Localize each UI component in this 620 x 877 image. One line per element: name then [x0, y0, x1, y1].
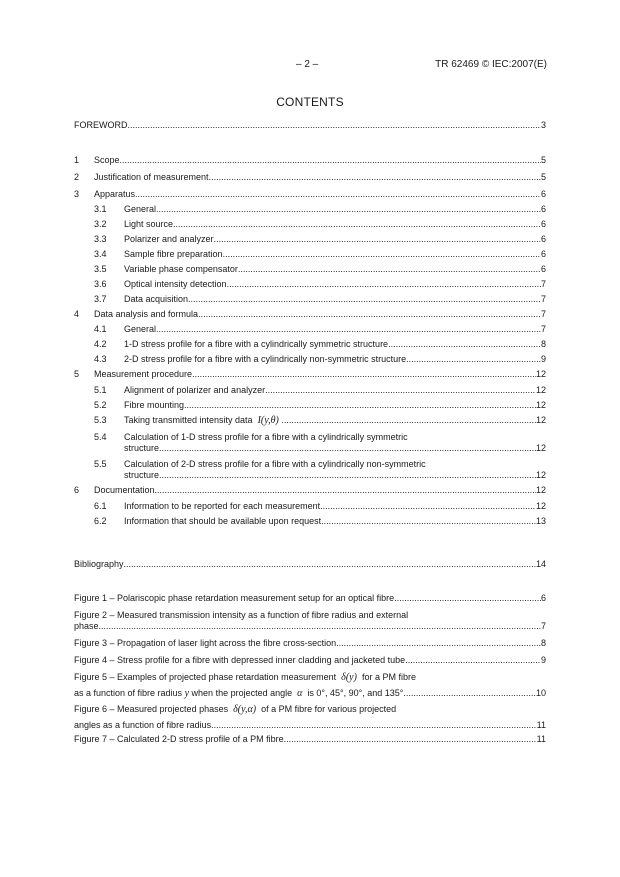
toc-num: 6.2 — [94, 516, 107, 526]
math-expression: α — [297, 688, 303, 699]
toc-entry[interactable] — [74, 339, 546, 354]
toc-entry[interactable] — [74, 415, 546, 432]
toc-entry[interactable] — [74, 155, 546, 172]
figure-page: 7 — [540, 621, 546, 631]
figure-page: 11 — [536, 720, 546, 730]
toc-page: 13 — [535, 516, 546, 526]
toc-label: Light source — [124, 219, 174, 229]
toc-figures — [74, 593, 546, 751]
toc-page: 12 — [535, 501, 546, 511]
toc-entry[interactable] — [74, 369, 546, 385]
toc-entry[interactable] — [74, 459, 546, 485]
toc-page: 6 — [540, 249, 546, 259]
math-expression: I(y,θ) — [257, 415, 279, 426]
toc-page: 5 — [540, 155, 546, 165]
toc-entry[interactable] — [74, 400, 546, 415]
toc-entry[interactable] — [74, 279, 546, 294]
toc-page: 12 — [535, 415, 546, 425]
toc-num: 3.7 — [94, 294, 107, 304]
toc-page: 7 — [540, 294, 546, 304]
toc-num: 3.4 — [94, 249, 107, 259]
toc-label: General — [124, 324, 157, 334]
toc-label: General — [124, 204, 157, 214]
toc-num: 6 — [74, 485, 80, 495]
toc-page: 6 — [540, 264, 546, 274]
toc-num: 3.3 — [94, 234, 107, 244]
toc-num: 3 — [74, 189, 80, 199]
figure-page: 10 — [535, 688, 546, 698]
figure-label-continued: angles as a function of fibre radius — [74, 720, 212, 730]
toc-num: 2 — [74, 172, 80, 182]
toc-num: 4.3 — [94, 354, 107, 364]
toc-label-continued: structure — [124, 443, 160, 453]
figure-label: Figure 4 – Stress profile for a fibre with depressed inner cladding and jacketed tube — [74, 655, 406, 665]
math-expression: y — [184, 688, 190, 699]
figure-entry[interactable] — [74, 734, 546, 751]
toc-entry[interactable] — [74, 516, 546, 531]
toc-entry[interactable] — [74, 432, 546, 459]
figure-label-continued: as a function of fibre radius y when the projected angle α is 0°, 45°, 90°, and 135° — [74, 688, 404, 699]
toc-label: FOREWORD — [74, 120, 128, 130]
toc-label: Alignment of polarizer and analyzer — [124, 385, 266, 395]
toc-num: 1 — [74, 155, 80, 165]
toc-page: 12 — [535, 443, 546, 453]
toc-label: Information to be reported for each measurement — [124, 501, 321, 511]
toc-page: 6 — [540, 189, 546, 199]
toc-label: Data acquisition — [124, 294, 189, 304]
figure-entry[interactable] — [74, 672, 546, 704]
page-title: CONTENTS — [276, 95, 344, 109]
math-expression: δ(y) — [341, 672, 357, 683]
figure-entry[interactable] — [74, 704, 546, 734]
toc-page: 6 — [540, 219, 546, 229]
figure-entry[interactable] — [74, 610, 546, 638]
figure-entry[interactable] — [74, 638, 546, 655]
toc-num: 5 — [74, 369, 80, 379]
toc-page: 7 — [540, 279, 546, 289]
figure-entry[interactable] — [74, 655, 546, 672]
figure-page: 6 — [540, 593, 546, 603]
toc-num: 5.5 — [94, 459, 107, 469]
toc-label: Data analysis and formula — [94, 309, 199, 319]
toc-page: 3 — [540, 120, 546, 130]
figure-page: 8 — [540, 638, 546, 648]
toc-label: Sample fibre preparation — [124, 249, 223, 259]
toc-page: 7 — [540, 309, 546, 319]
toc-num: 3.1 — [94, 204, 107, 214]
toc-num: 5.1 — [94, 385, 107, 395]
toc-page: 9 — [540, 354, 546, 364]
toc-num: 4.1 — [94, 324, 107, 334]
toc-num: 5.3 — [94, 415, 107, 425]
toc-label: Measurement procedure — [94, 369, 193, 379]
toc-num: 4.2 — [94, 339, 107, 349]
toc-page: 12 — [535, 369, 546, 379]
toc-entry[interactable] — [74, 172, 546, 189]
toc-page: 14 — [535, 559, 546, 569]
toc-label: Justification of measurement — [94, 172, 209, 182]
toc-entry[interactable] — [74, 354, 546, 369]
toc-num: 5.4 — [94, 432, 107, 442]
toc-entry[interactable] — [74, 485, 546, 501]
toc-label: Scope — [94, 155, 120, 165]
toc-label: Fibre mounting — [124, 400, 185, 410]
toc-entry[interactable] — [74, 249, 546, 264]
toc-sections — [74, 155, 546, 531]
figure-label: Figure 1 – Polariscopic phase retardation measurement setup for an optical fibre — [74, 593, 395, 603]
figure-page: 11 — [536, 734, 546, 744]
toc-entry[interactable] — [74, 264, 546, 279]
toc-entry[interactable] — [74, 294, 546, 309]
toc-label: Information that should be available upon request — [124, 516, 322, 526]
toc-entry[interactable] — [74, 189, 546, 204]
toc-page: 5 — [540, 172, 546, 182]
document-reference: TR 62469 © IEC:2007(E) — [435, 59, 547, 70]
figure-label: Figure 6 – Measured projected phases δ(y,α) of a PM fibre for various projected — [74, 704, 397, 715]
toc-label: Variable phase compensator — [124, 264, 238, 274]
toc-page: 7 — [540, 324, 546, 334]
math-expression: δ(y,α) — [233, 704, 257, 715]
toc-num: 3.5 — [94, 264, 107, 274]
toc-label: Documentation — [94, 485, 155, 495]
toc-label: 2-D stress profile for a fibre with a cylindrically non-symmetric structure — [124, 354, 407, 364]
toc-entry[interactable] — [74, 501, 546, 516]
toc-page: 6 — [540, 204, 546, 214]
figure-label: Figure 5 – Examples of projected phase retardation measurement δ(y) for a PM fibre — [74, 672, 416, 683]
toc-foreword[interactable] — [74, 120, 546, 131]
toc-label: Polarizer and analyzer — [124, 234, 214, 244]
figure-label: Figure 3 – Propagation of laser light across the fibre cross-section — [74, 638, 337, 648]
toc-label: 1-D stress profile for a fibre with a cylindrically symmetric structure — [124, 339, 389, 349]
toc-num: 3.2 — [94, 219, 107, 229]
figure-label: Figure 2 – Measured transmission intensity as a function of fibre radius and external — [74, 610, 409, 620]
toc-label: Apparatus — [94, 189, 136, 199]
figure-label-continued: phase — [74, 621, 99, 631]
figure-page: 9 — [540, 655, 546, 665]
toc-entry[interactable] — [74, 309, 546, 324]
toc-entry[interactable] — [74, 219, 546, 234]
toc-label: Taking transmitted intensity data I(y,θ) — [124, 415, 279, 426]
toc-page: 12 — [535, 485, 546, 495]
toc-num: 3.6 — [94, 279, 107, 289]
toc-entry[interactable] — [74, 204, 546, 219]
toc-label-continued: structure — [124, 470, 160, 480]
toc-num: 6.1 — [94, 501, 107, 511]
toc-page: 12 — [535, 470, 546, 480]
figure-entry[interactable] — [74, 593, 546, 610]
toc-page: 8 — [540, 339, 546, 349]
toc-entry[interactable] — [74, 324, 546, 339]
figure-label: Figure 7 – Calculated 2-D stress profile of a PM fibre — [74, 734, 284, 744]
toc-entry[interactable] — [74, 234, 546, 249]
toc-label: Optical intensity detection — [124, 279, 227, 289]
toc-label: Bibliography — [74, 559, 124, 569]
toc-label: Calculation of 1-D stress profile for a fibre with a cylindrically symmetric — [124, 432, 408, 442]
toc-bibliography[interactable] — [74, 559, 546, 570]
toc-entry[interactable] — [74, 385, 546, 400]
toc-page: 12 — [535, 400, 546, 410]
page-number: – 2 – — [296, 59, 319, 70]
toc-page: 12 — [535, 385, 546, 395]
toc-label: Calculation of 2-D stress profile for a fibre with a cylindrically non-symmetric — [124, 459, 426, 469]
toc-num: 4 — [74, 309, 80, 319]
toc-num: 5.2 — [94, 400, 107, 410]
toc-page: 6 — [540, 234, 546, 244]
